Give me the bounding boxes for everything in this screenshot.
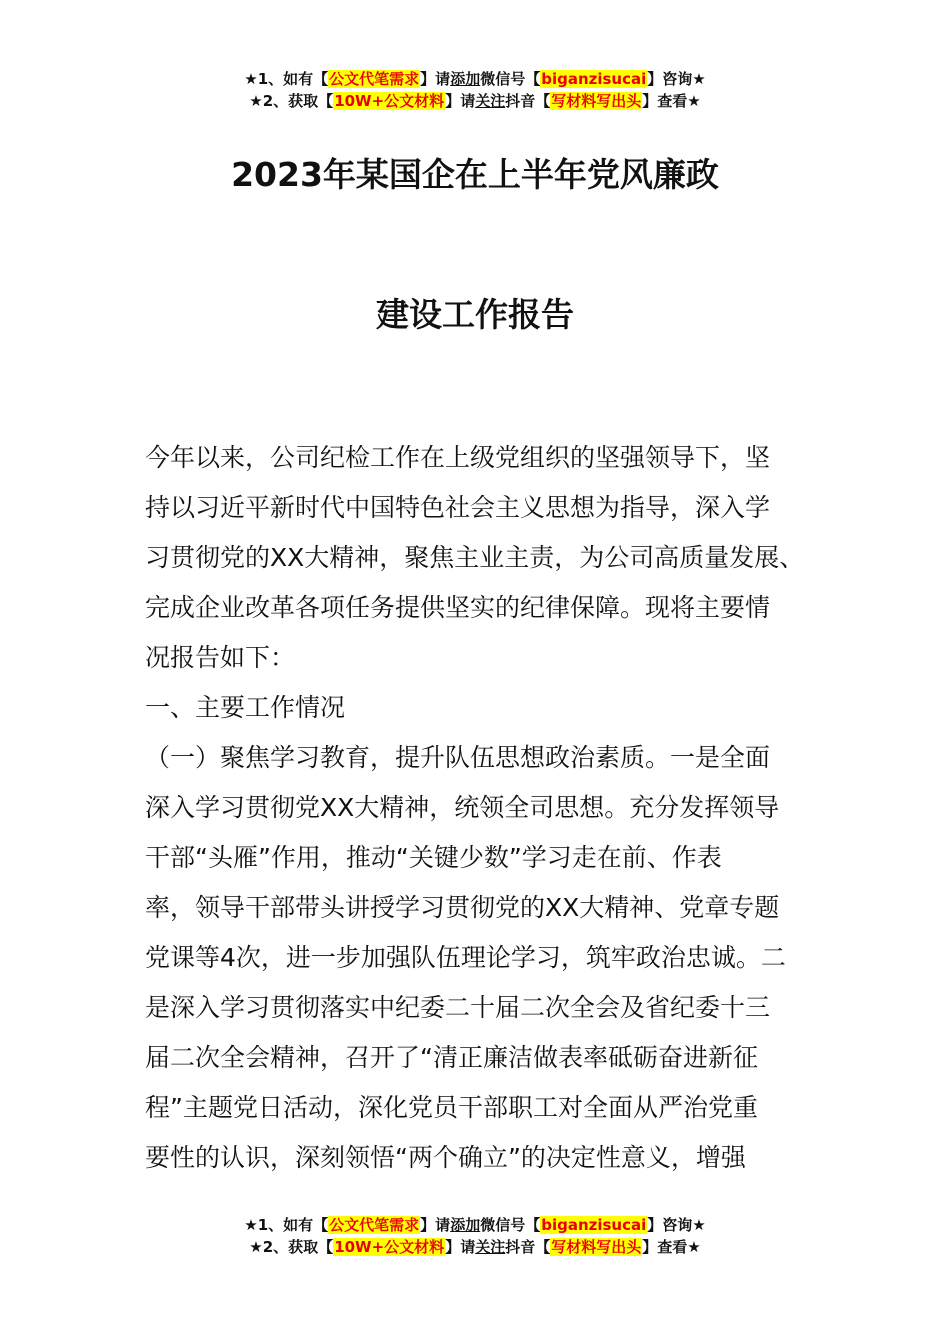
body-line: 持以习近平新时代中国特色社会主义思想为指导，深入学	[145, 493, 771, 522]
banner-text: 】请	[445, 1238, 476, 1256]
document-body	[145, 433, 813, 1183]
banner-text: 】请	[445, 92, 476, 110]
body-line: （一）聚焦学习教育，提升队伍思想政治素质。一是全面	[145, 743, 771, 772]
highlight-douyin-id: 写材料写出头	[551, 1238, 642, 1256]
highlight-service: 公文代笔需求	[329, 70, 420, 88]
section-heading: 一、主要工作情况	[145, 693, 346, 722]
banner-text: ★1、如有【	[244, 70, 329, 88]
document-title-line-1: 2023年某国企在上半年党风廉政	[231, 155, 719, 194]
highlight-wechat-id: biganzisucai	[541, 1216, 647, 1234]
banner-underline: 添加	[450, 1216, 481, 1234]
body-line: 今年以来，公司纪检工作在上级党组织的坚强领导下，坚	[145, 443, 771, 472]
banner-text: 】咨询★	[647, 70, 706, 88]
body-line: 习贯彻党的XX大精神，聚焦主业主责，为公司高质量发展、	[145, 543, 805, 572]
body-line: 完成企业改革各项任务提供坚实的纪律保障。现将主要情	[145, 593, 771, 622]
banner-line-2	[0, 1236, 950, 1258]
highlight-materials: 10W+公文材料	[334, 92, 445, 110]
banner-text: 】请	[420, 70, 451, 88]
document-title-line-2: 建设工作报告	[376, 295, 574, 334]
highlight-wechat-id: biganzisucai	[541, 70, 647, 88]
highlight-materials: 10W+公文材料	[334, 1238, 445, 1256]
banner-underline: 关注	[475, 1238, 506, 1256]
banner-text: 抖音【	[505, 1238, 551, 1256]
body-line: 是深入学习贯彻落实中纪委二十届二次全会及省纪委十三	[145, 993, 771, 1022]
banner-text: ★2、获取【	[249, 1238, 334, 1256]
highlight-service: 公文代笔需求	[329, 1216, 420, 1234]
body-line: 要性的认识，深刻领悟“两个确立”的决定性意义，增强	[145, 1143, 746, 1172]
body-line: 况报告如下：	[145, 643, 296, 672]
banner-line-1	[0, 1214, 950, 1236]
body-line: 党课等4次，进一步加强队伍理论学习，筑牢政治忠诚。二	[145, 943, 786, 972]
banner-text: 】查看★	[642, 1238, 701, 1256]
body-line: 程”主题党日活动，深化党员干部职工对全面从严治党重	[145, 1093, 758, 1122]
banner-text: ★2、获取【	[249, 92, 334, 110]
banner-line-2	[0, 90, 950, 112]
banner-underline: 关注	[475, 92, 506, 110]
highlight-douyin-id: 写材料写出头	[551, 92, 642, 110]
banner-text: 微信号【	[480, 1216, 541, 1234]
body-line: 率，领导干部带头讲授学习贯彻党的XX大精神、党章专题	[145, 893, 780, 922]
banner-text: 】请	[420, 1216, 451, 1234]
header-banner	[0, 68, 950, 112]
banner-text: ★1、如有【	[244, 1216, 329, 1234]
footer-banner	[0, 1214, 950, 1258]
banner-underline: 添加	[450, 70, 481, 88]
body-line: 届二次全会精神，召开了“清正廉洁做表率砥砺奋进新征	[145, 1043, 758, 1072]
banner-text: 】查看★	[642, 92, 701, 110]
body-line: 干部“头雁”作用，推动“关键少数”学习走在前、作表	[145, 843, 722, 872]
banner-text: 】咨询★	[647, 1216, 706, 1234]
banner-text: 抖音【	[505, 92, 551, 110]
body-line: 深入学习贯彻党XX大精神，统领全司思想。充分发挥领导	[145, 793, 780, 822]
banner-line-1	[0, 68, 950, 90]
banner-text: 微信号【	[480, 70, 541, 88]
